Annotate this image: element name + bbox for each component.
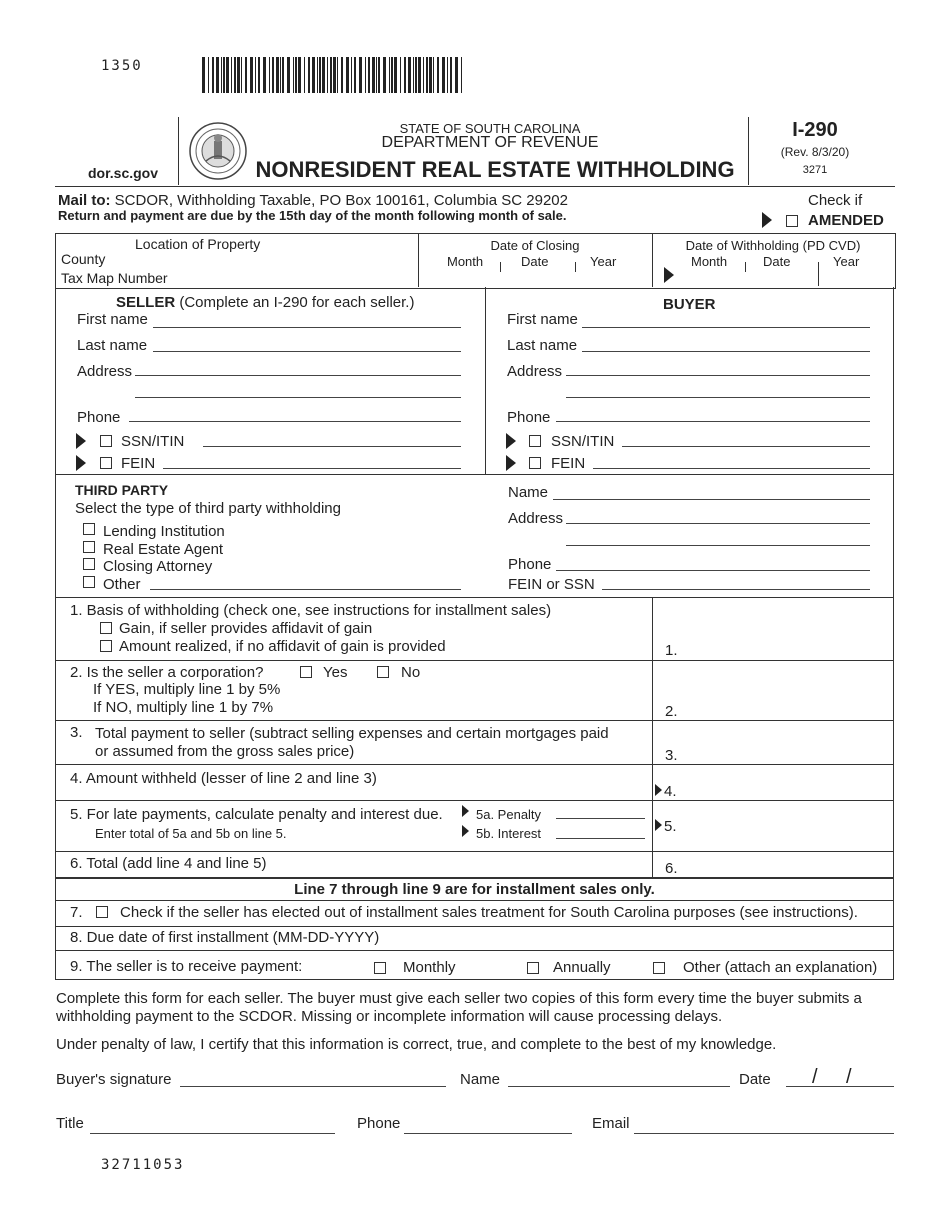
barcode-bar xyxy=(426,57,428,93)
date-slash-2: / xyxy=(846,1066,852,1088)
name-field[interactable] xyxy=(508,1086,730,1087)
line4-number: 4. xyxy=(664,783,677,800)
third-party-name-field[interactable] xyxy=(553,499,870,500)
name-label: Name xyxy=(460,1071,501,1088)
barcode-bar xyxy=(319,57,321,93)
arrow-icon xyxy=(76,433,86,449)
barcode-bar xyxy=(255,57,256,93)
other-payment-label: Other (attach an explanation) xyxy=(683,959,878,976)
buyer-fein-field[interactable] xyxy=(593,468,870,469)
barcode-bar xyxy=(202,57,205,93)
other-payment-checkbox[interactable] xyxy=(653,962,665,974)
seller-ssn-checkbox[interactable] xyxy=(100,435,112,447)
barcode-bar xyxy=(351,57,352,93)
third-party-phone-label: Phone xyxy=(508,556,552,573)
line2-if-no: If NO, multiply line 1 by 7% xyxy=(93,699,274,716)
barcode-bar xyxy=(317,57,318,93)
seller-last-name-label: Last name xyxy=(77,337,148,354)
monthly-label: Monthly xyxy=(403,959,456,976)
phone-field[interactable] xyxy=(404,1133,572,1134)
buyer-phone-field[interactable] xyxy=(556,421,870,422)
barcode-bar xyxy=(400,57,401,93)
buyer-first-name-label: First name xyxy=(507,311,578,328)
withholding-month-label: Month xyxy=(691,254,728,269)
corporation-yes-label: Yes xyxy=(323,664,348,681)
arrow-icon xyxy=(762,212,772,228)
closing-date-label: Date of Closing xyxy=(490,238,580,253)
elect-out-checkbox[interactable] xyxy=(96,906,108,918)
line5-subtext: Enter total of 5a and 5b on line 5. xyxy=(95,826,287,841)
other-field[interactable] xyxy=(150,589,461,590)
barcode-bar xyxy=(295,57,297,93)
barcode-bar xyxy=(333,57,336,93)
signature-field[interactable] xyxy=(180,1086,446,1087)
barcode-bar xyxy=(327,57,328,93)
third-party-instruction: Select the type of third party withholding xyxy=(75,500,341,517)
seller-fein-checkbox[interactable] xyxy=(100,457,112,469)
barcode-bar xyxy=(216,57,219,93)
barcode-bar xyxy=(226,57,229,93)
closing-year-label: Year xyxy=(590,254,617,269)
buyer-address-field-2[interactable] xyxy=(566,397,870,398)
barcode-bar xyxy=(287,57,290,93)
line3-text-a: Total payment to seller (subtract selling expenses and certain mortgages paid xyxy=(95,725,609,742)
barcode-bar xyxy=(208,57,209,93)
seller-address-field-2[interactable] xyxy=(135,397,461,398)
seller-first-name-field[interactable] xyxy=(153,327,461,328)
amount-realized-checkbox[interactable] xyxy=(100,640,112,652)
barcode-bar xyxy=(263,57,266,93)
third-party-heading: THIRD PARTY xyxy=(75,482,169,498)
seller-phone-field[interactable] xyxy=(129,421,461,422)
lending-institution-label: Lending Institution xyxy=(103,523,225,540)
barcode-bar xyxy=(337,57,338,93)
corporation-no-checkbox[interactable] xyxy=(377,666,389,678)
arrow-icon xyxy=(664,267,674,283)
date-field[interactable] xyxy=(786,1086,894,1087)
barcode-bar xyxy=(368,57,370,93)
barcode-bar xyxy=(372,57,375,93)
form-code-bottom: 32711053 xyxy=(101,1157,185,1173)
third-party-address-label: Address xyxy=(508,510,564,527)
barcode-bar xyxy=(365,57,366,93)
withholding-date-sublabel: Date xyxy=(763,254,791,269)
arrow-icon xyxy=(462,805,469,817)
buyer-phone-label: Phone xyxy=(507,409,551,426)
amended-label: AMENDED xyxy=(808,212,884,229)
arrow-icon xyxy=(506,455,516,471)
barcode-bar xyxy=(241,57,242,93)
third-party-address-field[interactable] xyxy=(566,523,870,524)
line2-if-yes: If YES, multiply line 1 by 5% xyxy=(93,681,281,698)
line6-text: 6. Total (add line 4 and line 5) xyxy=(70,855,267,872)
corporation-yes-checkbox[interactable] xyxy=(300,666,312,678)
barcode-bar xyxy=(391,57,393,93)
buyer-ssn-label: SSN/ITIN xyxy=(551,433,615,450)
real-estate-agent-checkbox[interactable] xyxy=(83,541,95,553)
seller-phone-label: Phone xyxy=(77,409,121,426)
buyer-last-name-field[interactable] xyxy=(582,351,870,352)
barcode-bar xyxy=(280,57,281,93)
gain-checkbox[interactable] xyxy=(100,622,112,634)
line7-text: Check if the seller has elected out of installment sales treatment for South Carolina purposes (see instructions). xyxy=(120,904,858,921)
third-party-name-label: Name xyxy=(508,484,549,501)
barcode-bar xyxy=(346,57,349,93)
barcode-bar xyxy=(245,57,247,93)
line8-text: 8. Due date of first installment (MM-DD-YYYY) xyxy=(70,929,380,946)
barcode-bar xyxy=(429,57,432,93)
title-label: Title xyxy=(56,1115,84,1132)
date-label: Date xyxy=(739,1071,771,1088)
county-field[interactable] xyxy=(120,266,415,284)
barcode-bar xyxy=(413,57,414,93)
line1-amount-field[interactable] xyxy=(680,656,890,657)
buyer-first-name-field[interactable] xyxy=(582,327,870,328)
barcode-bar xyxy=(272,57,274,93)
barcode-bar xyxy=(322,57,325,93)
barcode-bar xyxy=(304,57,305,93)
barcode-bar xyxy=(442,57,445,93)
footer-instructions: Complete this form for each seller. The buyer must give each seller two copies of this form every time the buyer submits a withholding payment to the SCDOR. Missing or incomplete information will cause processing delays. xyxy=(56,990,862,1025)
monthly-checkbox[interactable] xyxy=(374,962,386,974)
website: dor.sc.gov xyxy=(88,165,159,181)
barcode-bar xyxy=(231,57,232,93)
line4-text: 4. Amount withheld (lesser of line 2 and line 3) xyxy=(70,770,377,787)
seller-address-label: Address xyxy=(77,363,133,380)
state-name: STATE OF SOUTH CAROLINA xyxy=(399,121,581,136)
line3-text-b: or assumed from the gross sales price) xyxy=(95,743,355,760)
state-seal-icon xyxy=(188,121,248,181)
form-number: I-290 xyxy=(792,119,838,141)
barcode-bar xyxy=(433,57,434,93)
third-party-fein-field[interactable] xyxy=(602,589,870,590)
barcode-bar xyxy=(423,57,424,93)
date-slash-1: / xyxy=(812,1066,818,1088)
barcode-bar xyxy=(341,57,343,93)
seller-last-name-field[interactable] xyxy=(153,351,461,352)
barcode-bar xyxy=(376,57,377,93)
line6-number: 6. xyxy=(665,860,678,877)
withholding-year-label: Year xyxy=(833,254,860,269)
buyer-last-name-label: Last name xyxy=(507,337,578,354)
arrow-icon xyxy=(76,455,86,471)
barcode-bar xyxy=(408,57,411,93)
barcode-bar xyxy=(298,57,301,93)
form-revision: (Rev. 8/3/20) xyxy=(780,145,850,159)
line9-text: 9. The seller is to receive payment: xyxy=(70,958,303,975)
barcode-bar xyxy=(258,57,260,93)
annually-checkbox[interactable] xyxy=(527,962,539,974)
buyer-fein-checkbox[interactable] xyxy=(529,457,541,469)
barcode-bar xyxy=(418,57,421,93)
barcode-bar xyxy=(282,57,284,93)
seller-ssn-field[interactable] xyxy=(203,446,461,447)
seller-fein-label: FEIN xyxy=(121,455,156,472)
mail-to: Mail to: SCDOR, Withholding Taxable, PO Box 100161, Columbia SC 29202 xyxy=(58,192,568,209)
line7-number: 7. xyxy=(70,904,83,921)
penalty-label: 5a. Penalty xyxy=(476,807,542,822)
penalty-field[interactable] xyxy=(556,818,645,819)
line5-text: 5. For late payments, calculate penalty and interest due. xyxy=(70,806,443,823)
seller-heading: SELLER (Complete an I-290 for each seller.) xyxy=(116,294,415,311)
barcode-bar xyxy=(312,57,315,93)
arrow-icon xyxy=(506,433,516,449)
barcode-bar xyxy=(461,57,462,93)
barcode-bar xyxy=(269,57,270,93)
buyer-address-label: Address xyxy=(507,363,563,380)
other-label: Other xyxy=(103,576,141,593)
barcode-bar xyxy=(221,57,222,93)
amount-realized-label: Amount realized, if no affidavit of gain is provided xyxy=(119,638,446,655)
location-label: Location of Property xyxy=(135,236,261,252)
form-id: 3271 xyxy=(802,164,828,176)
email-label: Email xyxy=(592,1115,630,1132)
check-if-label: Check if xyxy=(808,192,863,209)
corporation-no-label: No xyxy=(401,664,421,681)
interest-label: 5b. Interest xyxy=(476,826,542,841)
title-field[interactable] xyxy=(90,1133,335,1134)
barcode-bar xyxy=(223,57,225,93)
barcode-bar xyxy=(389,57,390,93)
phone-label: Phone xyxy=(357,1115,401,1132)
third-party-address-field-2[interactable] xyxy=(566,545,870,546)
buyer-address-field[interactable] xyxy=(566,375,870,376)
barcode-bar xyxy=(276,57,279,93)
tax-map-label: Tax Map Number xyxy=(61,270,168,286)
barcode-bar xyxy=(234,57,236,93)
barcode-bar xyxy=(359,57,362,93)
barcode-bar xyxy=(237,57,240,93)
line1-text: 1. Basis of withholding (check one, see instructions for installment sales) xyxy=(70,602,552,619)
barcode-bar xyxy=(293,57,294,93)
barcode-bar xyxy=(437,57,439,93)
line3-number: 3. xyxy=(665,747,678,764)
county-label: County xyxy=(61,251,106,267)
withholding-date-label: Date of Withholding (PD CVD) xyxy=(685,238,861,253)
seller-first-name-label: First name xyxy=(77,311,148,328)
arrow-icon xyxy=(462,825,469,837)
real-estate-agent-label: Real Estate Agent xyxy=(103,541,224,558)
barcode-bar xyxy=(455,57,458,93)
buyer-ssn-field[interactable] xyxy=(622,446,870,447)
amended-checkbox[interactable] xyxy=(786,215,798,227)
seller-address-field[interactable] xyxy=(135,375,461,376)
barcode-bar xyxy=(212,57,214,93)
closing-attorney-checkbox[interactable] xyxy=(83,558,95,570)
closing-month-label: Month xyxy=(447,254,484,269)
annually-label: Annually xyxy=(553,959,611,976)
department-name: DEPARTMENT OF REVENUE xyxy=(381,134,599,151)
lending-institution-checkbox[interactable] xyxy=(83,523,95,535)
barcode-bar xyxy=(308,57,310,93)
barcode-bar xyxy=(394,57,397,93)
barcode-bar xyxy=(383,57,386,93)
email-field[interactable] xyxy=(634,1133,894,1134)
line5-number: 5. xyxy=(664,818,677,835)
certification-text: Under penalty of law, I certify that this information is correct, true, and complete to the best of my knowledge. xyxy=(56,1036,777,1053)
barcode xyxy=(200,57,468,93)
barcode-bar xyxy=(354,57,356,93)
third-party-fein-label: FEIN or SSN xyxy=(508,576,595,593)
gain-label: Gain, if seller provides affidavit of gain xyxy=(119,620,373,637)
barcode-bar xyxy=(250,57,253,93)
line3-number-label: 3. xyxy=(70,724,83,741)
arrow-icon xyxy=(655,819,662,831)
arrow-icon xyxy=(655,784,662,796)
closing-date-sublabel: Date xyxy=(521,254,549,269)
due-note: Return and payment are due by the 15th day of the month following month of sale. xyxy=(58,208,567,223)
third-party-phone-field[interactable] xyxy=(556,570,870,571)
barcode-bar xyxy=(404,57,406,93)
seller-fein-field[interactable] xyxy=(163,468,461,469)
barcode-bar xyxy=(330,57,332,93)
interest-field[interactable] xyxy=(556,838,645,839)
barcode-bar xyxy=(415,57,417,93)
seller-ssn-label: SSN/ITIN xyxy=(121,433,185,450)
buyer-ssn-checkbox[interactable] xyxy=(529,435,541,447)
other-checkbox[interactable] xyxy=(83,576,95,588)
buyer-heading: BUYER xyxy=(663,296,716,313)
barcode-bar xyxy=(450,57,452,93)
closing-attorney-label: Closing Attorney xyxy=(103,558,213,575)
barcode-bar xyxy=(378,57,380,93)
line2-number: 2. xyxy=(665,703,678,720)
form-title: NONRESIDENT REAL ESTATE WITHHOLDING xyxy=(255,157,735,182)
line1-number: 1. xyxy=(665,642,678,659)
line2-text: 2. Is the seller a corporation? xyxy=(70,664,264,681)
signature-label: Buyer's signature xyxy=(56,1071,172,1088)
form-code-top: 1350 xyxy=(101,58,143,74)
installment-heading: Line 7 through line 9 are for installment sales only. xyxy=(294,881,655,898)
buyer-fein-label: FEIN xyxy=(551,455,586,472)
barcode-bar xyxy=(447,57,448,93)
